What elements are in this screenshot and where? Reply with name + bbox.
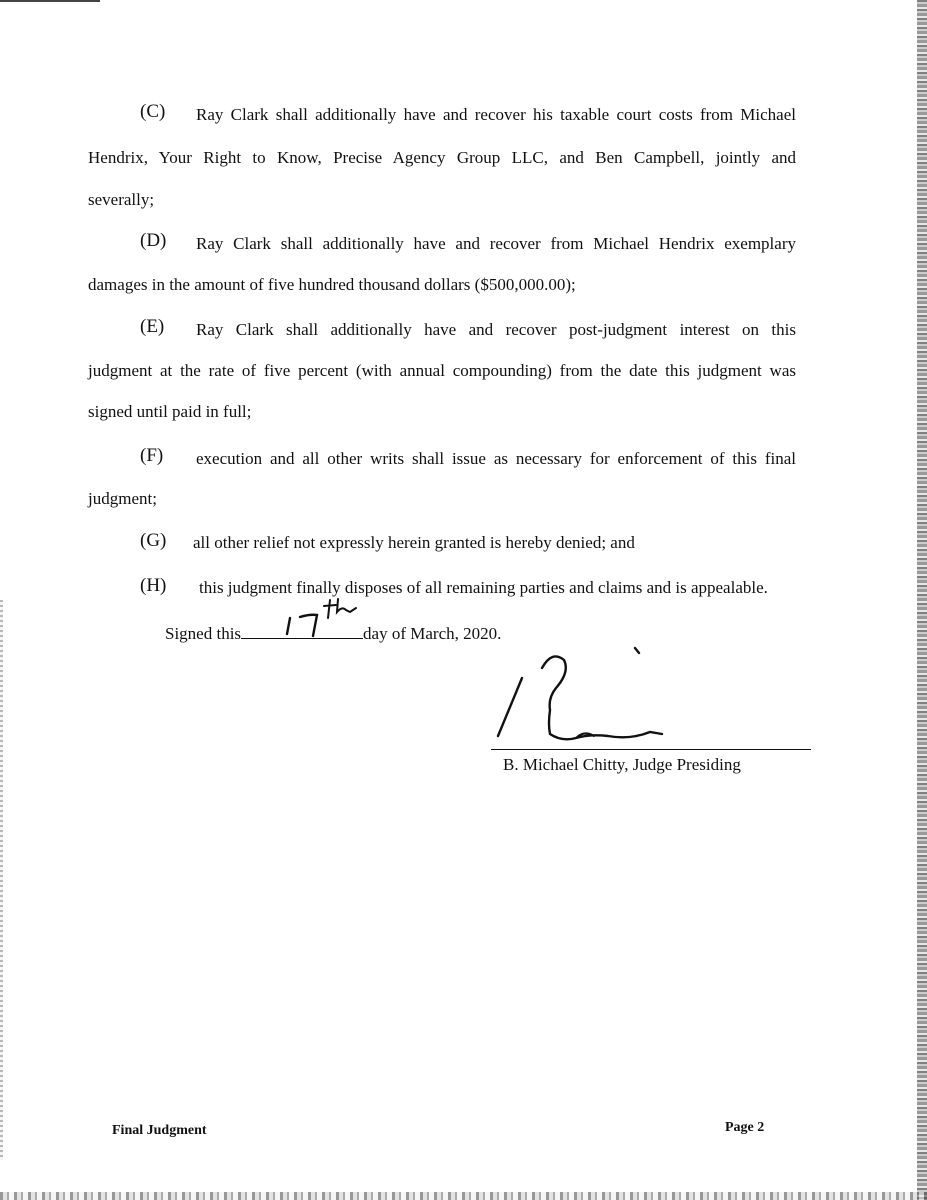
paragraph-c-line-2: Hendrix, Your Right to Know, Precise Agency Group LLC, and Ben Campbell, jointly and [88,148,796,167]
paragraph-d-label: (D) [140,230,167,251]
signed-suffix: day of March, 2020. [363,624,502,643]
paragraph-c-line-3: severally; [88,190,155,209]
signature-line [491,749,811,750]
paragraph-e-first-line [140,317,164,336]
scan-artifact-right-edge [917,0,927,1200]
paragraph-f-line-2: judgment; [88,489,157,508]
paragraph-h-line-1: this judgment finally disposes of all remaining parties and claims and is appealable. [199,578,768,597]
scan-artifact-left-edge [0,600,3,1160]
paragraph-e-line-1: Ray Clark shall additionally have and recover post-judgment interest on this [196,320,796,339]
paragraph-g-line-1: all other relief not expressly herein granted is hereby denied; and [193,533,635,552]
footer-document-title: Final Judgment [112,1123,207,1138]
paragraph-c-first-line [140,102,165,121]
signed-prefix: Signed this [165,624,242,643]
paragraph-h-first-line [140,576,166,595]
judge-name: B. Michael Chitty, Judge Presiding [503,755,741,774]
paragraph-f-first-line [140,446,163,465]
paragraph-d-line-2: damages in the amount of five hundred thousand dollars ($500,000.00); [88,275,576,294]
paragraph-g-first-line [140,531,166,550]
paragraph-d-first-line [140,231,166,250]
paragraph-h-label: (H) [140,575,167,596]
footer-page-number: Page 2 [725,1120,765,1135]
paragraph-f-label: (F) [140,445,164,466]
paragraph-c-line-1: Ray Clark shall additionally have and recover his taxable court costs from Michael [196,105,796,124]
handwritten-day-17th [280,596,360,640]
paragraph-c-label: (C) [140,101,166,122]
scan-artifact-bottom-edge [0,1192,927,1200]
paragraph-f-line-1: execution and all other writs shall issue as necessary for enforcement of this final [196,449,796,468]
judge-signature [490,640,700,750]
paragraph-e-line-3: signed until paid in full; [88,402,252,421]
scan-artifact-top [0,0,100,2]
paragraph-e-label: (E) [140,316,165,337]
paragraph-e-line-2: judgment at the rate of five percent (with annual compounding) from the date this judgment was [88,361,796,380]
paragraph-d-line-1: Ray Clark shall additionally have and recover from Michael Hendrix exemplary [196,234,796,253]
paragraph-g-label: (G) [140,530,167,551]
